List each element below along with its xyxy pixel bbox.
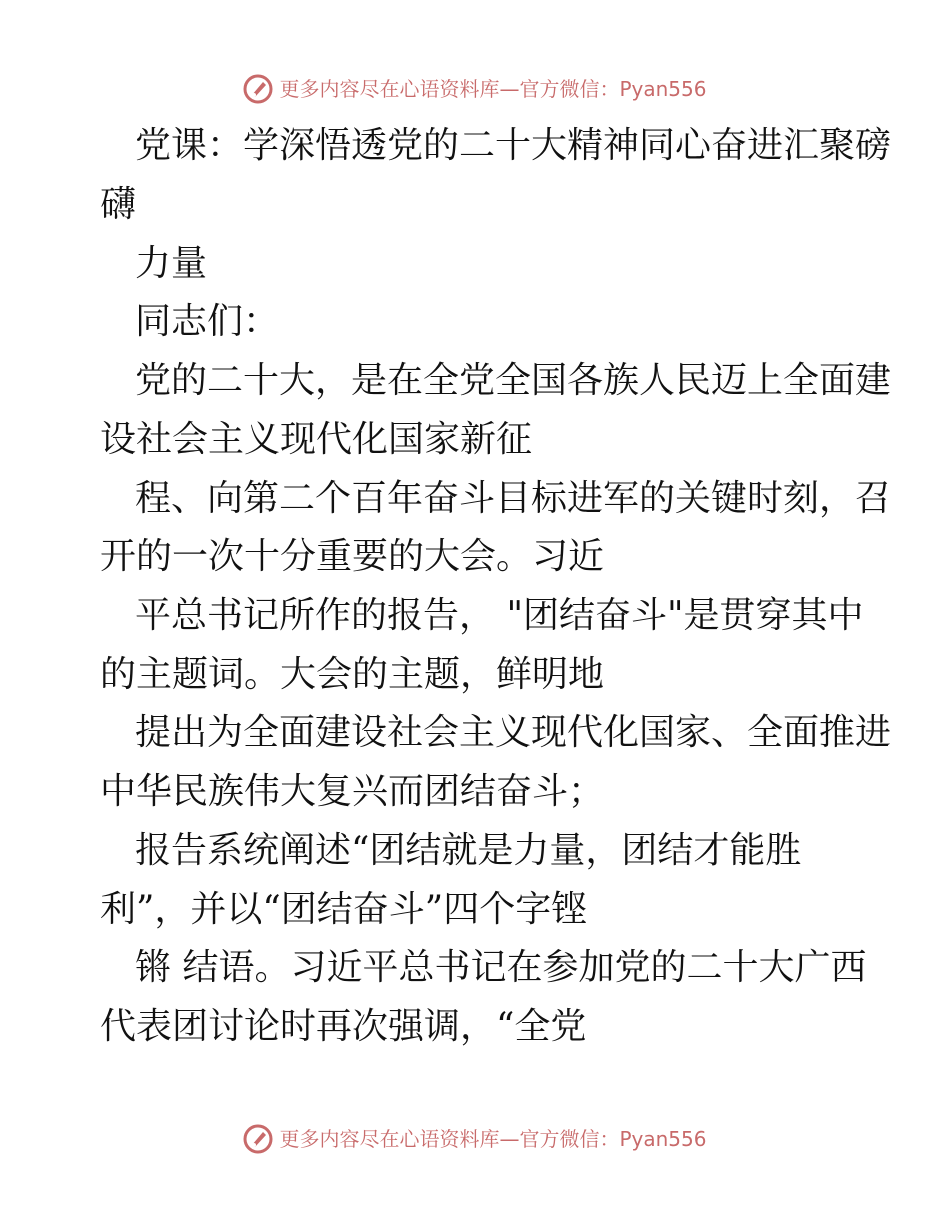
salutation: 同志们： xyxy=(135,301,280,342)
paragraph-line: 报告系统阐述“团结就是力量，团结才能胜 xyxy=(135,830,802,871)
paragraph-line: 中华民族伟大复兴而团结奋斗； xyxy=(100,771,605,812)
pen-logo-icon xyxy=(243,1124,273,1154)
paragraph-line: 开的一次十分重要的大会。习近 xyxy=(100,536,605,577)
watermark-text: 更多内容尽在心语资料库—官方微信：Pyan556 xyxy=(279,77,707,101)
paragraph-line: 党的二十大，是在全党全国各族人民迈上全面建 xyxy=(135,360,892,401)
document-title-line-1: 党课：学深悟透党的二十大精神同心奋进汇聚磅 xyxy=(135,125,892,166)
watermark-footer xyxy=(0,1124,950,1154)
paragraph-line: 平总书记所作的报告， "团结奋斗"是贯穿其中 xyxy=(135,595,864,636)
document-title-line-2: 礴 xyxy=(100,184,137,225)
watermark-text: 更多内容尽在心语资料库—官方微信：Pyan556 xyxy=(279,1127,707,1151)
paragraph-line: 设社会主义现代化国家新征 xyxy=(100,419,533,460)
paragraph-line: 利”，并以“团结奋斗”四个字铿 xyxy=(100,889,588,930)
paragraph-line: 程、向第二个百年奋斗目标进军的关键时刻，召 xyxy=(135,478,892,519)
paragraph-line: 提出为全面建设社会主义现代化国家、全面推进 xyxy=(135,712,892,753)
paragraph-line: 代表团讨论时再次强调，“全党 xyxy=(100,1006,587,1047)
paragraph-line: 锵 结语。习近平总书记在参加党的二十大广西 xyxy=(135,947,867,988)
document-title-line-3: 力量 xyxy=(135,243,208,284)
paragraph-line: 的主题词。大会的主题，鲜明地 xyxy=(100,654,605,695)
